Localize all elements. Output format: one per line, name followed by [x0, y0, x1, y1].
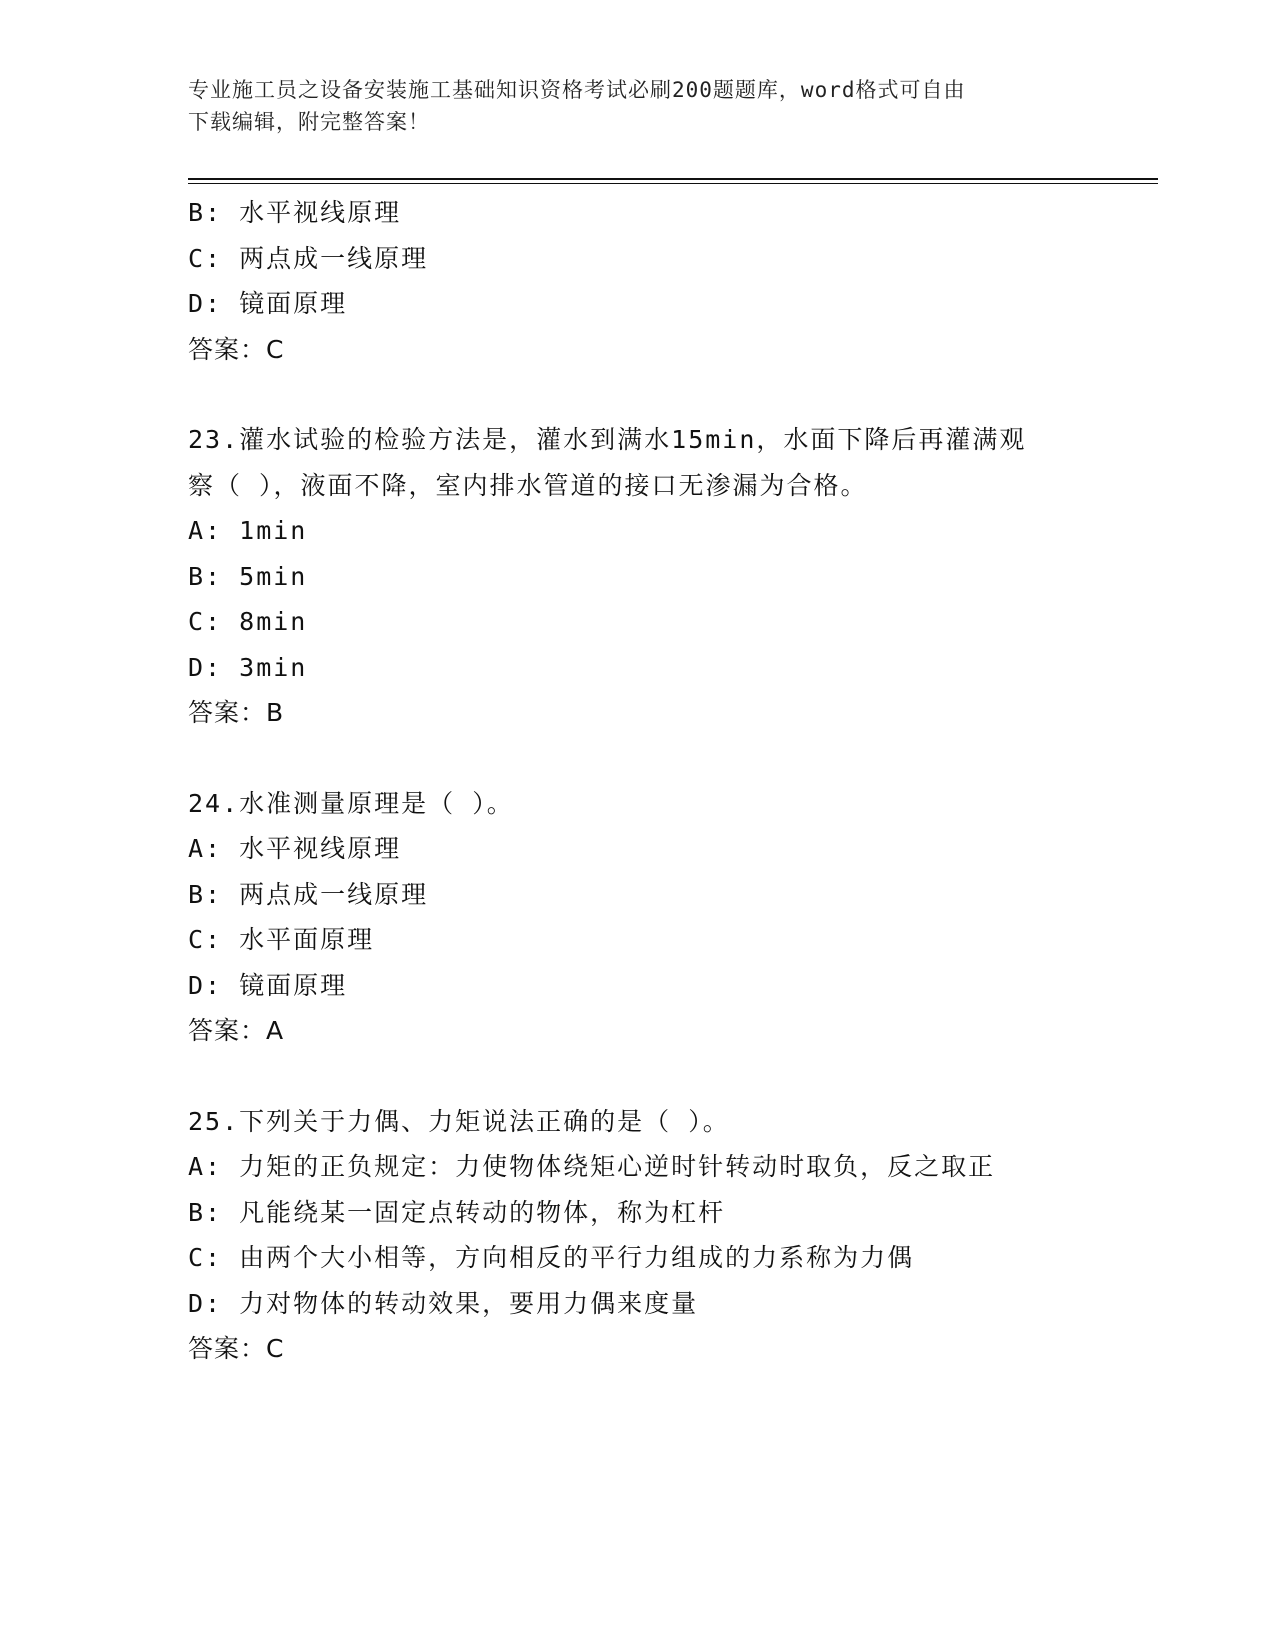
option-b: B: 5min — [188, 561, 308, 591]
question-stem: 24.水准测量原理是（ ）。 — [188, 788, 514, 818]
option-d: D: 3min — [188, 652, 308, 682]
option-c: C: 由两个大小相等，方向相反的平行力组成的力系称为力偶 — [188, 1243, 915, 1272]
header-line-1: 专业施工员之设备安装施工基础知识资格考试必刷200题题库，word格式可自由 — [188, 78, 966, 102]
option-c: C: 8min — [188, 607, 308, 636]
option-d: D: 力对物体的转动效果，要用力偶来度量 — [188, 1288, 699, 1318]
option-c: C: 水平面原理 — [188, 925, 375, 954]
option-b: B: 凡能绕某一固定点转动的物体，称为杠杆 — [188, 1197, 726, 1227]
option-c: C: 两点成一线原理 — [188, 243, 429, 273]
document-header — [188, 74, 1088, 138]
answer-text: 答案：B — [188, 698, 285, 727]
question-content — [188, 190, 1108, 1372]
option-b: B: 两点成一线原理 — [188, 879, 429, 909]
answer-text: 答案：A — [188, 1016, 285, 1045]
question-23 — [188, 417, 1108, 736]
option-d: D: 镜面原理 — [188, 289, 348, 318]
header-divider-thick — [188, 178, 1158, 180]
option-a: A: 力矩的正负规定：力使物体绕矩心逆时针转动时取负，反之取正 — [188, 1152, 996, 1181]
option-b: B: 水平视线原理 — [188, 198, 402, 227]
answer-text: 答案：C — [188, 334, 285, 364]
header-line-2: 下载编辑，附完整答案！ — [188, 110, 430, 134]
question-25 — [188, 1099, 1108, 1372]
question-stem-cont: 察（ ），液面不降，室内排水管道的接口无渗漏为合格。 — [188, 470, 868, 500]
option-d: D: 镜面原理 — [188, 970, 348, 1000]
question-24 — [188, 781, 1108, 1054]
answer-text: 答案：C — [188, 1334, 285, 1363]
header-divider-thin — [188, 183, 1158, 184]
question-stem: 23.灌水试验的检验方法是，灌水到满水15min，水面下降后再灌满观 — [188, 425, 1027, 454]
prev-question-block — [188, 190, 1108, 372]
option-a: A: 1min — [188, 516, 308, 545]
option-a: A: 水平视线原理 — [188, 834, 402, 863]
question-stem: 25.下列关于力偶、力矩说法正确的是（ ）。 — [188, 1106, 730, 1136]
